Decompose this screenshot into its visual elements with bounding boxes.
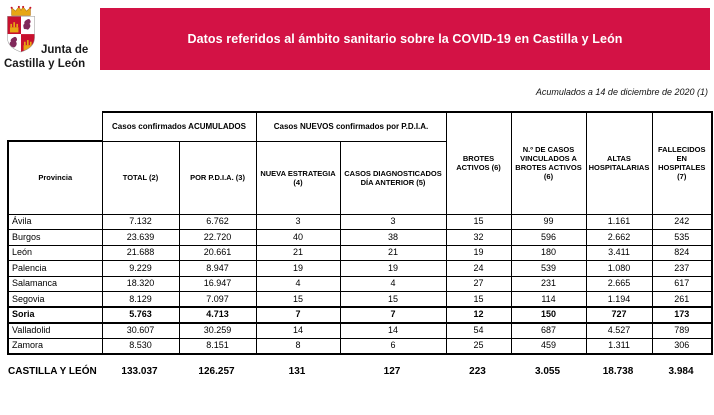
province-cell: Palencia	[8, 261, 102, 277]
value-cell: 7.132	[102, 214, 179, 230]
value-cell: 3	[256, 214, 340, 230]
value-cell: 231	[511, 276, 586, 292]
table-row	[8, 338, 712, 354]
value-cell: 21	[256, 245, 340, 261]
logo-text-line2: Castilla y León	[4, 58, 86, 70]
value-cell: 20.661	[179, 245, 256, 261]
col-header-provincia: Provincia	[8, 141, 102, 214]
value-cell: 8	[256, 338, 340, 354]
value-cell: 789	[652, 323, 712, 339]
value-cell: 99	[511, 214, 586, 230]
value-cell: 306	[652, 338, 712, 354]
col-header-por-pdia: POR P.D.I.A. (3)	[179, 141, 256, 214]
value-cell: 15	[446, 214, 511, 230]
value-cell: 8.947	[179, 261, 256, 277]
total-value-cell: 223	[469, 365, 486, 377]
total-row	[7, 362, 711, 380]
value-cell: 114	[511, 292, 586, 308]
table-row	[8, 214, 712, 230]
jcyl-logo	[4, 5, 114, 71]
province-cell: Valladolid	[8, 323, 102, 339]
value-cell: 24	[446, 261, 511, 277]
value-cell: 21	[340, 245, 446, 261]
value-cell: 4.713	[179, 307, 256, 323]
value-cell: 3.411	[586, 245, 652, 261]
value-cell: 1.194	[586, 292, 652, 308]
table-body	[8, 214, 712, 354]
value-cell: 12	[446, 307, 511, 323]
logo-text-line1: Junta de	[41, 43, 89, 56]
col-header-fallecidos: FALLECIDOS EN HOSPITALES (7)	[652, 112, 712, 214]
value-cell: 6	[340, 338, 446, 354]
covid-data-table	[7, 111, 713, 355]
value-cell: 3	[340, 214, 446, 230]
value-cell: 1.311	[586, 338, 652, 354]
province-cell: Ávila	[8, 214, 102, 230]
value-cell: 4	[256, 276, 340, 292]
corner-spacer	[8, 112, 102, 141]
value-cell: 459	[511, 338, 586, 354]
table-row	[8, 245, 712, 261]
value-cell: 7.097	[179, 292, 256, 308]
value-cell: 242	[652, 214, 712, 230]
province-cell: León	[8, 245, 102, 261]
value-cell: 5.763	[102, 307, 179, 323]
value-cell: 8.530	[102, 338, 179, 354]
province-cell: Segovia	[8, 292, 102, 308]
table-row	[8, 307, 712, 323]
table-row	[8, 323, 712, 339]
value-cell: 687	[511, 323, 586, 339]
value-cell: 8.129	[102, 292, 179, 308]
value-cell: 1.080	[586, 261, 652, 277]
value-cell: 16.947	[179, 276, 256, 292]
total-value-cell: 133.037	[121, 365, 158, 377]
value-cell: 15	[340, 292, 446, 308]
title-banner	[100, 8, 710, 70]
value-cell: 40	[256, 230, 340, 246]
value-cell: 6.762	[179, 214, 256, 230]
value-cell: 14	[256, 323, 340, 339]
province-cell: Zamora	[8, 338, 102, 354]
value-cell: 824	[652, 245, 712, 261]
table-row	[8, 261, 712, 277]
value-cell: 596	[511, 230, 586, 246]
value-cell: 30.607	[102, 323, 179, 339]
value-cell: 4	[340, 276, 446, 292]
value-cell: 535	[652, 230, 712, 246]
jcyl-emblem-icon	[4, 5, 38, 58]
group-header-nuevos-pdia: Casos NUEVOS confirmados por P.D.I.A.	[256, 112, 446, 141]
col-header-nueva-estrategia: NUEVA ESTRATEGIA (4)	[256, 141, 340, 214]
total-value-cell: 3.984	[668, 365, 694, 377]
value-cell: 7	[256, 307, 340, 323]
value-cell: 180	[511, 245, 586, 261]
value-cell: 1.161	[586, 214, 652, 230]
col-header-altas-hospitalarias: ALTAS HOSPITALARIAS	[586, 112, 652, 214]
value-cell: 27	[446, 276, 511, 292]
value-cell: 7	[340, 307, 446, 323]
value-cell: 32	[446, 230, 511, 246]
value-cell: 18.320	[102, 276, 179, 292]
value-cell: 23.639	[102, 230, 179, 246]
total-value-cell: 126.257	[198, 365, 235, 377]
total-value-cell: 127	[383, 365, 401, 377]
total-value-cell: 131	[288, 365, 306, 377]
value-cell: 15	[446, 292, 511, 308]
value-cell: 30.259	[179, 323, 256, 339]
col-header-brotes-activos: BROTES ACTIVOS (6)	[446, 112, 511, 214]
value-cell: 150	[511, 307, 586, 323]
value-cell: 4.527	[586, 323, 652, 339]
total-value-cell: 18.738	[602, 365, 634, 377]
value-cell: 2.662	[586, 230, 652, 246]
province-cell: Salamanca	[8, 276, 102, 292]
value-cell: 19	[446, 245, 511, 261]
value-cell: 22.720	[179, 230, 256, 246]
value-cell: 9.229	[102, 261, 179, 277]
value-cell: 173	[652, 307, 712, 323]
table-row	[8, 230, 712, 246]
col-header-casos-diagnosticados: CASOS DIAGNOSTICADOS DÍA ANTERIOR (5)	[340, 141, 446, 214]
col-header-total: TOTAL (2)	[102, 141, 179, 214]
province-cell: Burgos	[8, 230, 102, 246]
value-cell: 617	[652, 276, 712, 292]
value-cell: 38	[340, 230, 446, 246]
value-cell: 19	[340, 261, 446, 277]
value-cell: 2.665	[586, 276, 652, 292]
total-row-label: CASTILLA Y LEÓN	[8, 365, 97, 377]
value-cell: 19	[256, 261, 340, 277]
value-cell: 25	[446, 338, 511, 354]
banner-title: Datos referidos al ámbito sanitario sobre la COVID-19 en Castilla y León	[187, 32, 623, 46]
value-cell: 54	[446, 323, 511, 339]
table-row	[8, 276, 712, 292]
value-cell: 15	[256, 292, 340, 308]
accumulated-date-note: Acumulados a 14 de diciembre de 2020 (1)	[535, 87, 708, 97]
value-cell: 14	[340, 323, 446, 339]
province-cell: Soria	[8, 307, 102, 323]
value-cell: 8.151	[179, 338, 256, 354]
col-header-casos-vinculados: N.º DE CASOS VINCULADOS A BROTES ACTIVOS (6)	[511, 112, 586, 214]
value-cell: 539	[511, 261, 586, 277]
table-row	[8, 292, 712, 308]
value-cell: 727	[586, 307, 652, 323]
group-header-acumulados: Casos confirmados ACUMULADOS	[102, 112, 256, 141]
value-cell: 237	[652, 261, 712, 277]
value-cell: 261	[652, 292, 712, 308]
value-cell: 21.688	[102, 245, 179, 261]
total-value-cell: 3.055	[534, 365, 561, 377]
